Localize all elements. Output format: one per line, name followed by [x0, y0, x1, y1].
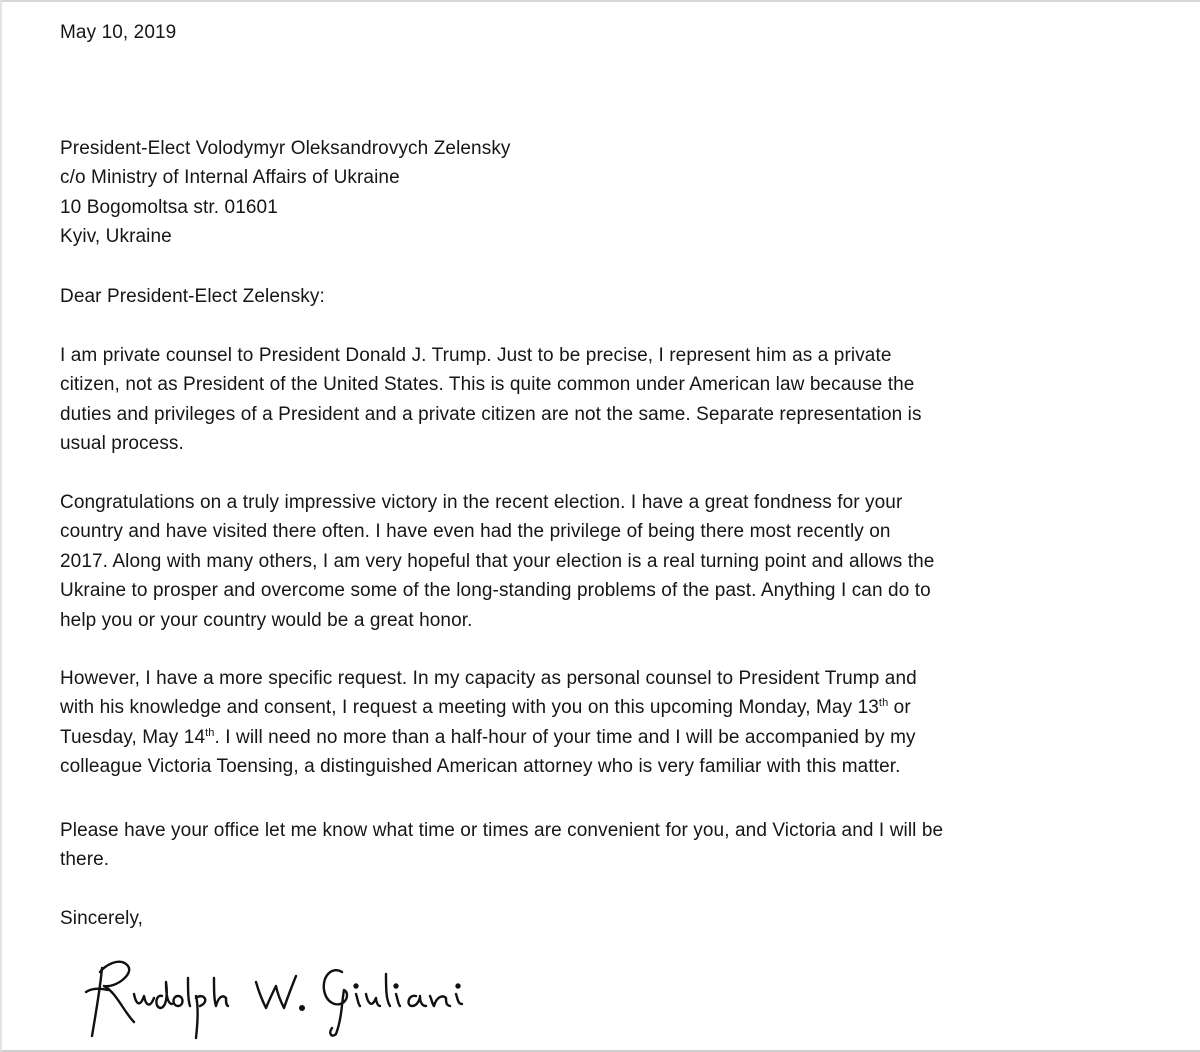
paragraph-line: [60, 723, 917, 752]
paragraph-line: country and have visited there often. I have even had the privilege of being there most recently on: [60, 521, 891, 543]
paragraph-line: I am private counsel to President Donald J. Trump. Just to be precise, I represent him as a private: [60, 345, 892, 366]
paragraph-2: [60, 488, 934, 635]
handwritten-signature-icon: [80, 942, 500, 1042]
paragraph-line: help you or your country would be a great honor.: [60, 609, 473, 631]
line-text: with his knowledge and consent, I request a meeting with you on this upcoming Monday, May 13: [60, 697, 879, 719]
paragraph-line: Please have your office let me know what time or times are convenient for you, and Victoria and I will be: [60, 820, 944, 841]
paragraph-line: there.: [60, 849, 110, 871]
recipient-care-of: c/o Ministry of Internal Affairs of Ukraine: [60, 167, 400, 189]
paragraph-3: [60, 664, 917, 782]
ordinal-suffix: th: [205, 726, 215, 739]
salutation: Dear President-Elect Zelensky:: [60, 286, 325, 307]
letter-date: May 10, 2019: [60, 22, 177, 43]
paragraph-line: However, I have a more specific request. In my capacity as personal counsel to President Trump and: [60, 668, 917, 689]
paragraph-4: [60, 816, 943, 875]
paragraph-line: 2017. Along with many others, I am very hopeful that your election is a real turning point and allows the: [60, 550, 935, 572]
recipient-name: President-Elect Volodymyr Oleksandrovych Zelensky: [60, 138, 511, 159]
paragraph-line: colleague Victoria Toensing, a distinguished American attorney who is very familiar with this matter.: [60, 756, 901, 778]
paragraph-line: Ukraine to prosper and overcome some of the long-standing problems of the past. Anything I can do to: [60, 580, 931, 602]
line-text: . I will need no more than a half-hour of your time and I will be accompanied by my: [214, 726, 916, 748]
recipient-address: [60, 134, 511, 252]
line-text: or: [888, 697, 911, 719]
paragraph-line: [60, 693, 917, 722]
paragraph-line: usual process.: [60, 433, 184, 455]
ordinal-suffix: th: [878, 697, 889, 710]
closing: Sincerely,: [60, 908, 144, 929]
recipient-city: Kyiv, Ukraine: [60, 226, 172, 248]
line-text: Tuesday, May 14: [60, 726, 206, 748]
paragraph-line: citizen, not as President of the United States. This is quite common under American law because the: [60, 374, 915, 396]
paragraph-line: Congratulations on a truly impressive victory in the recent election. I have a great fondness for your: [60, 492, 903, 513]
recipient-street: 10 Bogomoltsa str. 01601: [60, 196, 278, 218]
paragraph-line: duties and privileges of a President and a private citizen are not the same. Separate representation is: [60, 403, 922, 425]
paragraph-1: [60, 341, 922, 459]
